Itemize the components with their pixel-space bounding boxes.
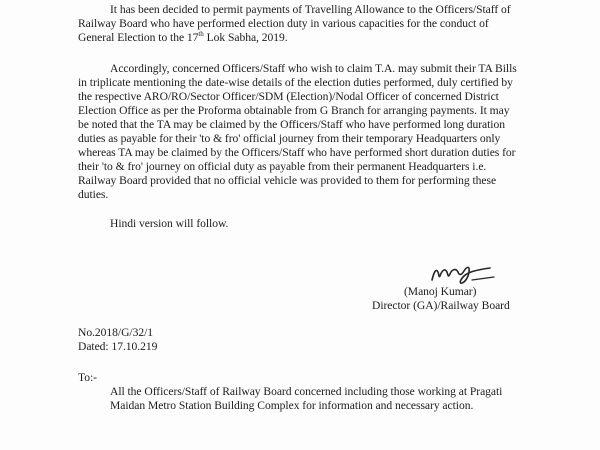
para2-line-5: be noted that the TA may be claimed by the Officers/Staff who have performed long duration bbox=[78, 118, 505, 131]
para2-line-10: duties. bbox=[78, 188, 109, 201]
para2-line-7: whereas TA may be claimed by the Officers/Staff who have performed short duration duties for bbox=[78, 146, 516, 159]
para1-line-3-text: General Election to the 17 bbox=[78, 31, 199, 44]
para2-line-2: in triplicate mentioning the date-wise details of the election duties performed, duly certified by bbox=[78, 76, 513, 89]
para2-line-9: Railway Board provided that no official vehicle was provided to them for performing these bbox=[78, 174, 497, 187]
to-label: To:- bbox=[78, 371, 97, 384]
to-body-line-1: All the Officers/Staff of Railway Board concerned including those working at Pragati bbox=[110, 385, 503, 398]
reference-date: Dated: 17.10.219 bbox=[78, 340, 158, 353]
para2-line-3: the respective ARO/RO/Sector Officer/SDM (Election)/Nodal Officer of concerned District bbox=[78, 90, 499, 103]
para2-line-6: duties as payable for their 'to & fro' official journey from their temporary Headquarters only bbox=[78, 132, 501, 145]
para2-line-4: Election Office as per the Proforma obtainable from G Branch for arranging payments. It may bbox=[78, 104, 510, 117]
to-body-line-2: Maidan Metro Station Building Complex for information and necessary action. bbox=[110, 399, 474, 412]
para1-line-3-tail: Lok Sabha, 2019. bbox=[203, 31, 288, 44]
para2-line-1: Accordingly, concerned Officers/Staff who wish to claim T.A. may submit their TA Bills bbox=[110, 62, 517, 75]
ordinal-suffix: th bbox=[198, 30, 204, 39]
reference-number: No.2018/G/32/1 bbox=[78, 326, 153, 339]
signatory-designation: Director (GA)/Railway Board bbox=[372, 299, 510, 312]
hindi-note: Hindi version will follow. bbox=[110, 217, 229, 230]
signatory-name: (Manoj Kumar) bbox=[404, 285, 477, 298]
signature bbox=[428, 258, 500, 286]
para1-line-2: Railway Board who have performed election duty in various capacities for the conduct of bbox=[78, 17, 489, 30]
para1-line-3 bbox=[78, 31, 288, 44]
para1-line-1: It has been decided to permit payments of Travelling Allowance to the Officers/Staff of bbox=[110, 3, 511, 16]
para2-line-8: their 'to & fro' journey on official duty as payable from their permanent Headquarters i.e. bbox=[78, 160, 487, 173]
